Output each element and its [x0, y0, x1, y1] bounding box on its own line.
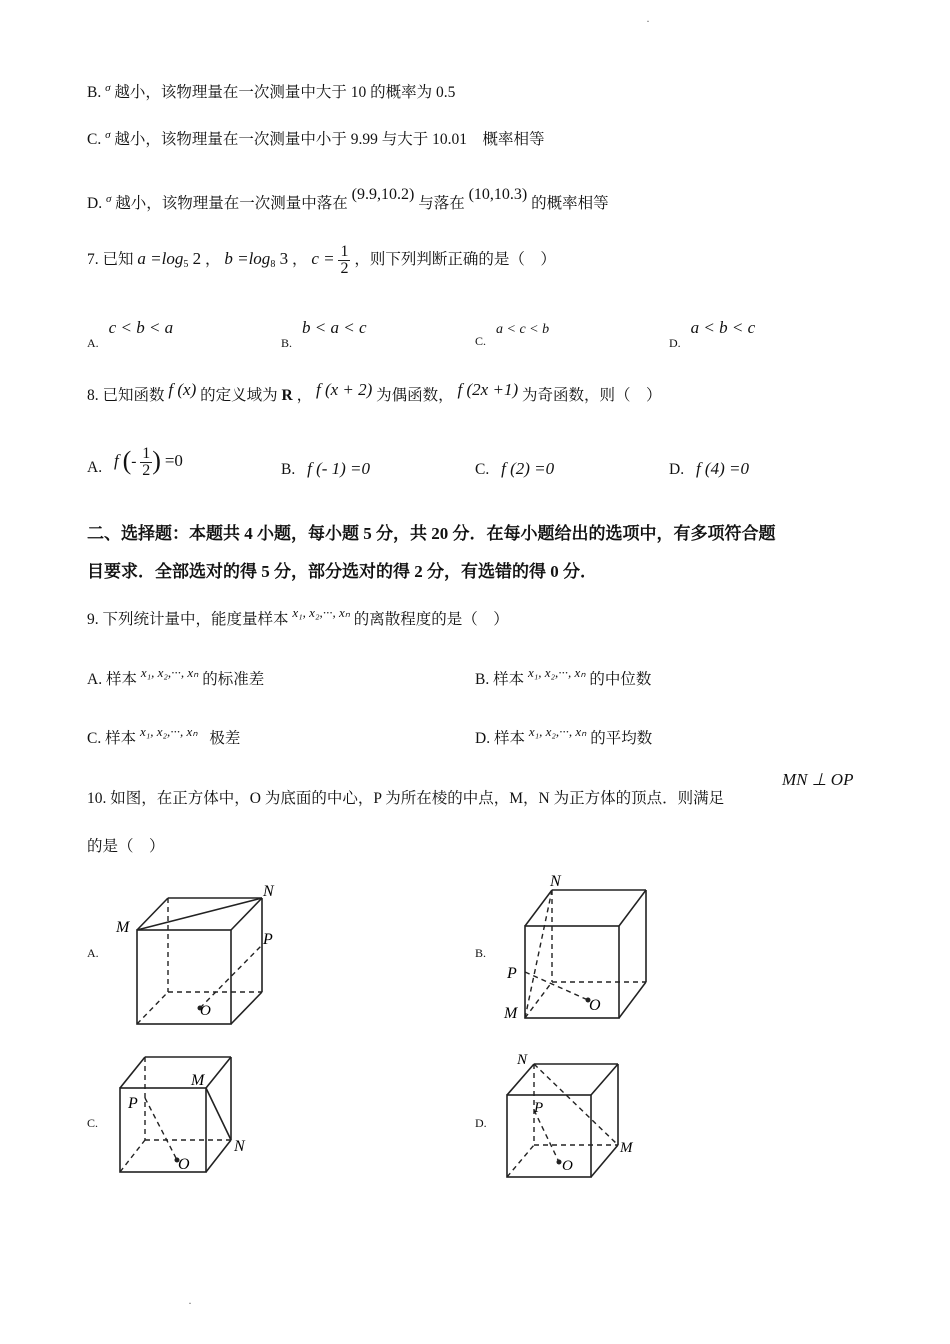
cube-edge: [206, 1140, 231, 1172]
option-expr: c < b < a: [108, 318, 174, 337]
cube-front-face: [525, 926, 619, 1018]
sigma-symbol: σ: [105, 82, 111, 94]
option-text: 与落在: [418, 195, 465, 212]
option-text: 的平均数: [590, 730, 653, 747]
sample-variables: x₁, x₂,···, xₙ: [527, 665, 586, 680]
option-text: 越小，该物理量在一次测量中落在: [115, 195, 348, 212]
option-label: A.: [87, 459, 103, 477]
cube-edge: [507, 1064, 534, 1095]
q7-option-c[interactable]: [475, 320, 549, 349]
option-label: D.: [669, 461, 685, 478]
fig-a-label[interactable]: A.: [87, 946, 99, 960]
q7-option-a[interactable]: [87, 318, 173, 351]
label-m: M: [504, 1005, 518, 1022]
label-o: O: [200, 1003, 211, 1019]
option-label: B.: [281, 336, 293, 350]
label-o: O: [589, 997, 601, 1014]
function-f-shift: f (x + 2): [315, 380, 373, 399]
label-n: N: [263, 883, 274, 900]
fig-c-label[interactable]: C.: [87, 1116, 99, 1130]
log-arg: 3: [275, 249, 289, 269]
label-n: N: [517, 1052, 528, 1068]
label-p: P: [534, 1100, 544, 1116]
expr-a: a =log: [137, 249, 184, 269]
label-p: P: [128, 1095, 138, 1112]
q8-option-c[interactable]: [475, 459, 554, 479]
cube-edge: [137, 898, 168, 930]
option-label: C.: [475, 334, 487, 348]
option-expr: f (- 1) =0: [307, 459, 371, 478]
stem-text: 的定义域为: [200, 387, 278, 404]
option-label: D. 样本: [475, 730, 525, 747]
option-expr: a < c < b: [496, 322, 550, 337]
sample-variables: x₁, x₂,···, xₙ: [292, 605, 350, 620]
q7-option-d[interactable]: [669, 318, 755, 351]
point-o: [557, 1160, 562, 1165]
option-label: D.: [87, 195, 103, 212]
option-label: C.: [475, 461, 490, 478]
option-text: 越小，该物理量在一次测量中小于 9.99 与大于 10.01 概率相等: [114, 131, 545, 148]
question-tail: 的离散程度的是（ ）: [353, 611, 509, 628]
numerator: 1: [142, 445, 151, 462]
hidden-edge: [137, 992, 168, 1024]
hidden-edge: [120, 1140, 145, 1172]
q9-option-b[interactable]: [475, 665, 651, 689]
label-o: O: [562, 1158, 573, 1174]
cube-front-face: [507, 1095, 591, 1177]
q10-stem-line1: 10. 如图，在正方体中，O 为底面的中心，P 为所在棱的中点，M，N 为正方体的顶点．则满足: [87, 790, 725, 807]
question-tail: 为奇函数，则（ ）: [521, 387, 662, 404]
q8-stem: [87, 380, 662, 405]
left-paren: (: [122, 446, 132, 476]
option-expr: b < a < c: [302, 318, 367, 337]
q6-option-c[interactable]: [87, 127, 545, 149]
label-m: M: [620, 1140, 633, 1156]
q10-condition: MN ⊥ OP: [782, 770, 854, 789]
segment-op: [534, 1110, 559, 1162]
option-label: A. 样本: [87, 671, 137, 688]
fraction: [338, 244, 350, 277]
option-text: 越小，该物理量在一次测量中大于 10 的概率为 0.5: [114, 84, 456, 101]
interval-1: (9.9,10.2): [351, 186, 415, 203]
segment-mn: [206, 1088, 231, 1140]
option-text: 的中位数: [589, 671, 652, 688]
option-label: C.: [87, 131, 102, 148]
question-number: 8. 已知函数: [87, 387, 165, 404]
sigma-symbol: σ: [105, 129, 111, 141]
function-f: f (x): [168, 380, 197, 399]
label-p: P: [263, 931, 273, 948]
q8-option-b[interactable]: [281, 459, 370, 479]
cube-edge: [591, 1145, 618, 1177]
hidden-edge: [507, 1145, 534, 1177]
q8-option-a[interactable]: [87, 446, 183, 479]
question-number: 9. 下列统计量中，能度量样本: [87, 611, 289, 628]
q9-option-a[interactable]: [87, 665, 264, 689]
option-label: A.: [87, 336, 99, 350]
segment-op: [145, 1098, 177, 1160]
right-paren: ): [152, 446, 161, 476]
real-set: R: [281, 387, 293, 404]
segment-op: [525, 972, 588, 1000]
sigma-symbol: σ: [105, 193, 112, 205]
cube-edge: [231, 992, 262, 1024]
fig-d-label[interactable]: D.: [475, 1116, 487, 1130]
sample-variables: x₁, x₂,···, xₙ: [140, 665, 199, 680]
bottom-mark: ·: [188, 1296, 192, 1310]
option-text: 的标准差: [202, 671, 265, 688]
log-base: 5: [183, 259, 189, 271]
label-m: M: [191, 1072, 205, 1089]
log-arg: 2: [188, 249, 202, 269]
cube-figure-c[interactable]: [100, 1050, 300, 1180]
label-n: N: [234, 1138, 245, 1155]
sample-variables: x₁, x₂,···, xₙ: [139, 724, 198, 739]
segment-mn: [534, 1064, 618, 1145]
expr-b: b =log: [224, 249, 271, 269]
q10-stem-line2: 的是（ ）: [87, 838, 165, 855]
question-number: 7. 已知: [87, 251, 134, 269]
fraction: [140, 446, 152, 479]
cube-figure-d[interactable]: [490, 1050, 690, 1180]
equals-zero: =0: [164, 451, 183, 471]
minus-sign: -: [131, 453, 137, 471]
interval-2: (10,10.3): [468, 186, 528, 203]
option-label: D.: [669, 336, 681, 350]
function-f-double: f (2x +1): [457, 380, 519, 399]
section-heading-line1: 二、选择题：本题共 4 小题，每小题 5 分，共 20 分．在每小题给出的选项中，有多项符合题: [87, 524, 776, 543]
cube-edge: [120, 1057, 145, 1088]
option-label: B.: [87, 84, 102, 101]
cube-figure-b[interactable]: [490, 868, 690, 1028]
q9-stem: [87, 605, 509, 629]
denominator: 2: [340, 260, 349, 277]
option-text: 极差: [209, 730, 241, 747]
denominator: 2: [142, 462, 151, 479]
top-mark: ·: [646, 14, 650, 28]
q9-option-c[interactable]: [87, 724, 240, 748]
expr-c: c =: [311, 249, 335, 269]
label-m: M: [116, 919, 130, 936]
option-label: B. 样本: [475, 671, 525, 688]
stem-text: 为偶函数，: [376, 387, 454, 404]
q8-option-d[interactable]: [669, 459, 749, 479]
cube-edge: [591, 1064, 618, 1095]
numerator: 1: [340, 243, 349, 260]
sample-variables: x₁, x₂,···, xₙ: [528, 724, 587, 739]
q9-option-d[interactable]: [475, 724, 652, 748]
option-expr: a < b < c: [690, 318, 756, 337]
option-label: C. 样本: [87, 730, 137, 747]
stem-text: ，: [296, 387, 313, 404]
cube-edge: [231, 898, 262, 930]
segment-mn: [137, 898, 262, 930]
q7-option-b[interactable]: [281, 318, 367, 351]
separator: ，: [291, 251, 308, 269]
log-base: 8: [270, 259, 276, 271]
q6-option-b[interactable]: [87, 80, 455, 102]
q7-stem: [87, 244, 556, 277]
label-p: P: [507, 965, 517, 982]
cube-edge: [619, 982, 646, 1018]
fig-b-label[interactable]: B.: [475, 946, 487, 960]
option-expr: f (4) =0: [695, 459, 749, 478]
cube-edge: [619, 890, 646, 926]
separator: ，: [204, 251, 221, 269]
cube-edge: [206, 1057, 231, 1088]
section-heading-line2: 目要求．全部选对的得 5 分，部分选对的得 2 分，有选错的得 0 分．: [87, 562, 597, 581]
option-expr: f (2) =0: [501, 459, 555, 478]
label-n: N: [550, 873, 561, 890]
q6-option-d[interactable]: [87, 186, 609, 213]
question-tail: ，则下列判断正确的是（ ）: [354, 251, 556, 269]
option-text: 的概率相等: [531, 195, 609, 212]
function-f: f: [113, 451, 119, 471]
label-o: O: [178, 1156, 190, 1173]
option-label: B.: [281, 461, 296, 478]
cube-figure-a[interactable]: [100, 870, 300, 1035]
